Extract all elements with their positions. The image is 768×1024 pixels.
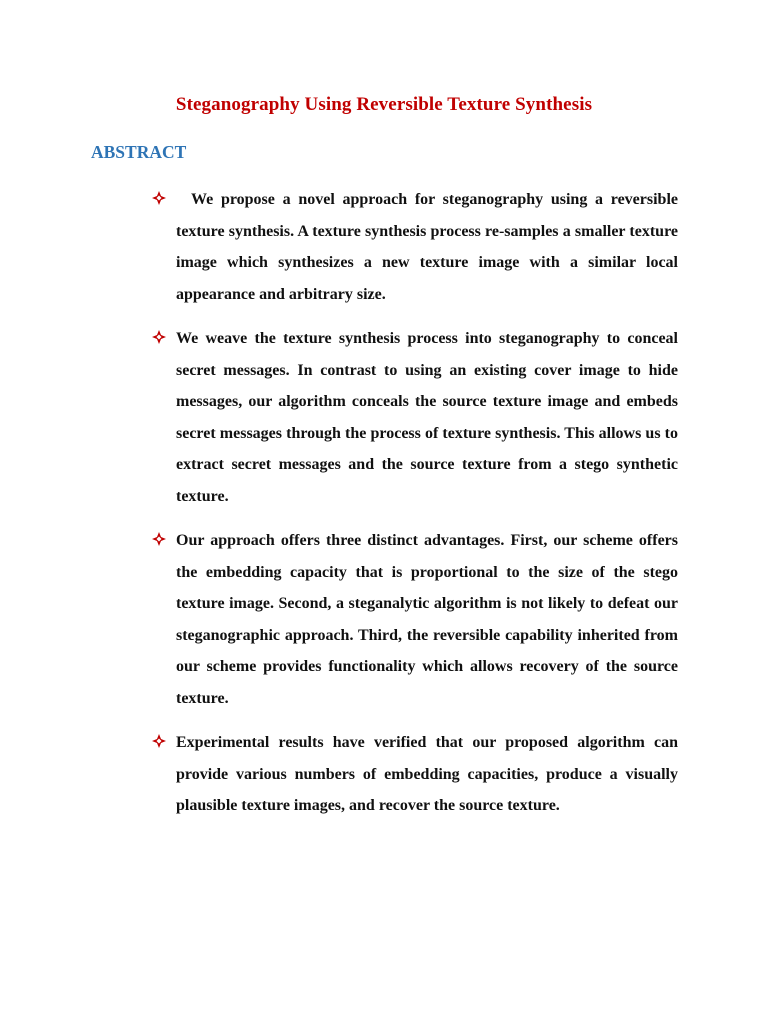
section-heading-abstract: ABSTRACT (91, 142, 187, 162)
list-item (152, 727, 678, 822)
list-item (152, 525, 678, 714)
bullet-text: We propose a novel approach for steganography using a reversible texture synthesis. A texture synthesis process re-samples a smaller texture image which synthesizes a new texture image with a similar local appearance and arbitrary size. (176, 191, 678, 303)
abstract-bullet-list (152, 184, 678, 835)
list-item (152, 184, 678, 310)
diamond-bullet-icon (152, 330, 166, 344)
bullet-text: Our approach offers three distinct advantages. First, our scheme offers the embedding capacity that is proportional to the size of the stego texture image. Second, a steganalytic algorithm is not likely to defeat our steganographic approach. Third, the reversible capability inherited from our scheme provides functionality which allows recovery of the source texture. (176, 532, 678, 707)
page-title: Steganography Using Reversible Texture Synthesis (175, 94, 593, 115)
list-item (152, 323, 678, 512)
diamond-bullet-icon (152, 191, 166, 205)
diamond-bullet-icon (152, 734, 166, 748)
diamond-bullet-icon (152, 532, 166, 546)
bullet-text: We weave the texture synthesis process into steganography to conceal secret messages. In contrast to using an existing cover image to hide messages, our algorithm conceals the source texture image and embeds secret messages through the process of texture synthesis. This allows us to extract secret messages and the source texture from a stego synthetic texture. (176, 330, 678, 505)
bullet-text: Experimental results have verified that our proposed algorithm can provide various numbers of embedding capacities, produce a visually plausible texture images, and recover the source texture. (176, 734, 678, 814)
